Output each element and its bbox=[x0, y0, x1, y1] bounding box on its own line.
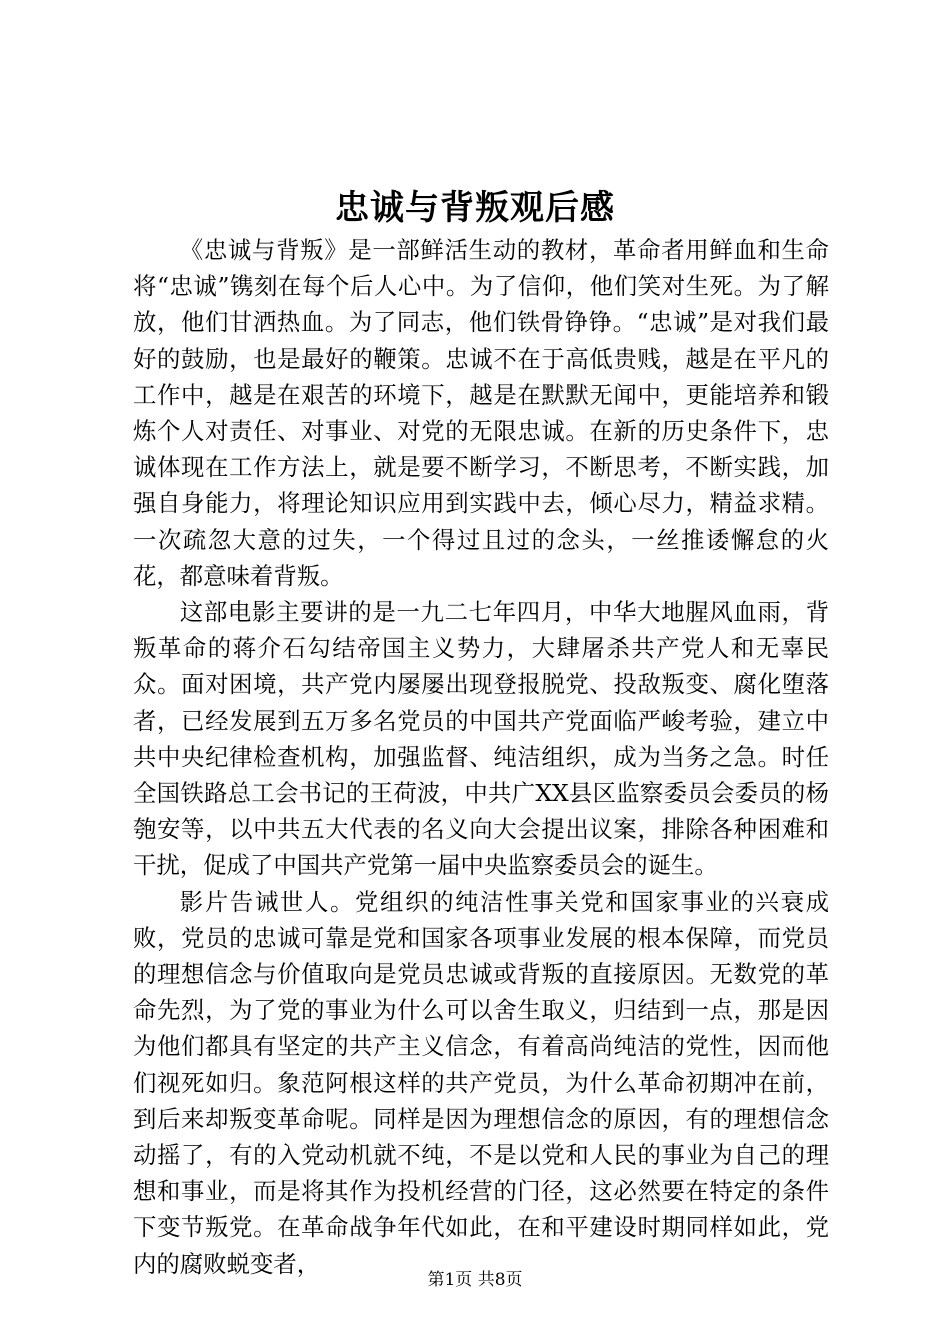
paragraph-2: 这部电影主要讲的是一九二七年四月，中华大地腥风血雨，背叛革命的蒋介石勾结帝国主义势力，大肆屠杀共产党人和无辜民众。面对困境，共产党内屡屡出现登报脱党、投敌叛变、腐化堕落者，已经发展到五万多名党员的中国共产党面临严峻考验，建立中共中央纪律检查机构，加强监督、纯洁组织，成为当务之急。时任全国铁路总工会书记的王荷波，中共广XX县区监察委员会委员的杨匏安等，以中共五大代表的名义向大会提出议案，排除各种困难和干扰，促成了中国共产党第一届中央监察委员会的诞生。 bbox=[133, 598, 829, 880]
page-footer: 第1页 共8页 bbox=[427, 1270, 523, 1290]
document-body bbox=[133, 232, 829, 1282]
paragraph-3: 影片告诫世人。党组织的纯洁性事关党和国家事业的兴衰成败，党员的忠诚可靠是党和国家各项事业发展的根本保障，而党员的理想信念与价值取向是党员忠诚或背叛的直接原因。无数党的革命先烈，为了党的事业为什么可以舍生取义，归结到一点，那是因为他们都具有坚定的共产主义信念，有着高尚纯洁的党性，因而他们视死如归。象范阿根这样的共产党员，为什么革命初期冲在前，到后来却叛变革命呢。同样是因为理想信念的原因，有的理想信念动摇了，有的入党动机就不纯，不是以党和人民的事业为自己的理想和事业，而是将其作为投机经营的门径，这必然要在特定的条件下变节叛党。在革命战争年代如此，在和平建设时期同样如此，党内的腐败蜕变者， bbox=[133, 887, 829, 1278]
paragraph-1: 《忠诚与背叛》是一部鲜活生动的教材，革命者用鲜血和生命将“忠诚”镌刻在每个后人心中。为了信仰，他们笑对生死。为了解放，他们甘洒热血。为了同志，他们铁骨铮铮。“忠诚”是对我们最好的鼓励，也是最好的鞭策。忠诚不在于高低贵贱，越是在平凡的工作中，越是在艰苦的环境下，越是在默默无闻中，更能培养和锻炼个人对责任、对事业、对党的无限忠诚。在新的历史条件下，忠诚体现在工作方法上，就是要不断学习，不断思考，不断实践，加强自身能力，将理论知识应用到实践中去，倾心尽力，精益求精。一次疏忽大意的过失，一个得过且过的念头，一丝推诿懈怠的火花，都意味着背叛。 bbox=[133, 236, 829, 590]
document-title: 忠诚与背叛观后感 bbox=[335, 188, 615, 228]
